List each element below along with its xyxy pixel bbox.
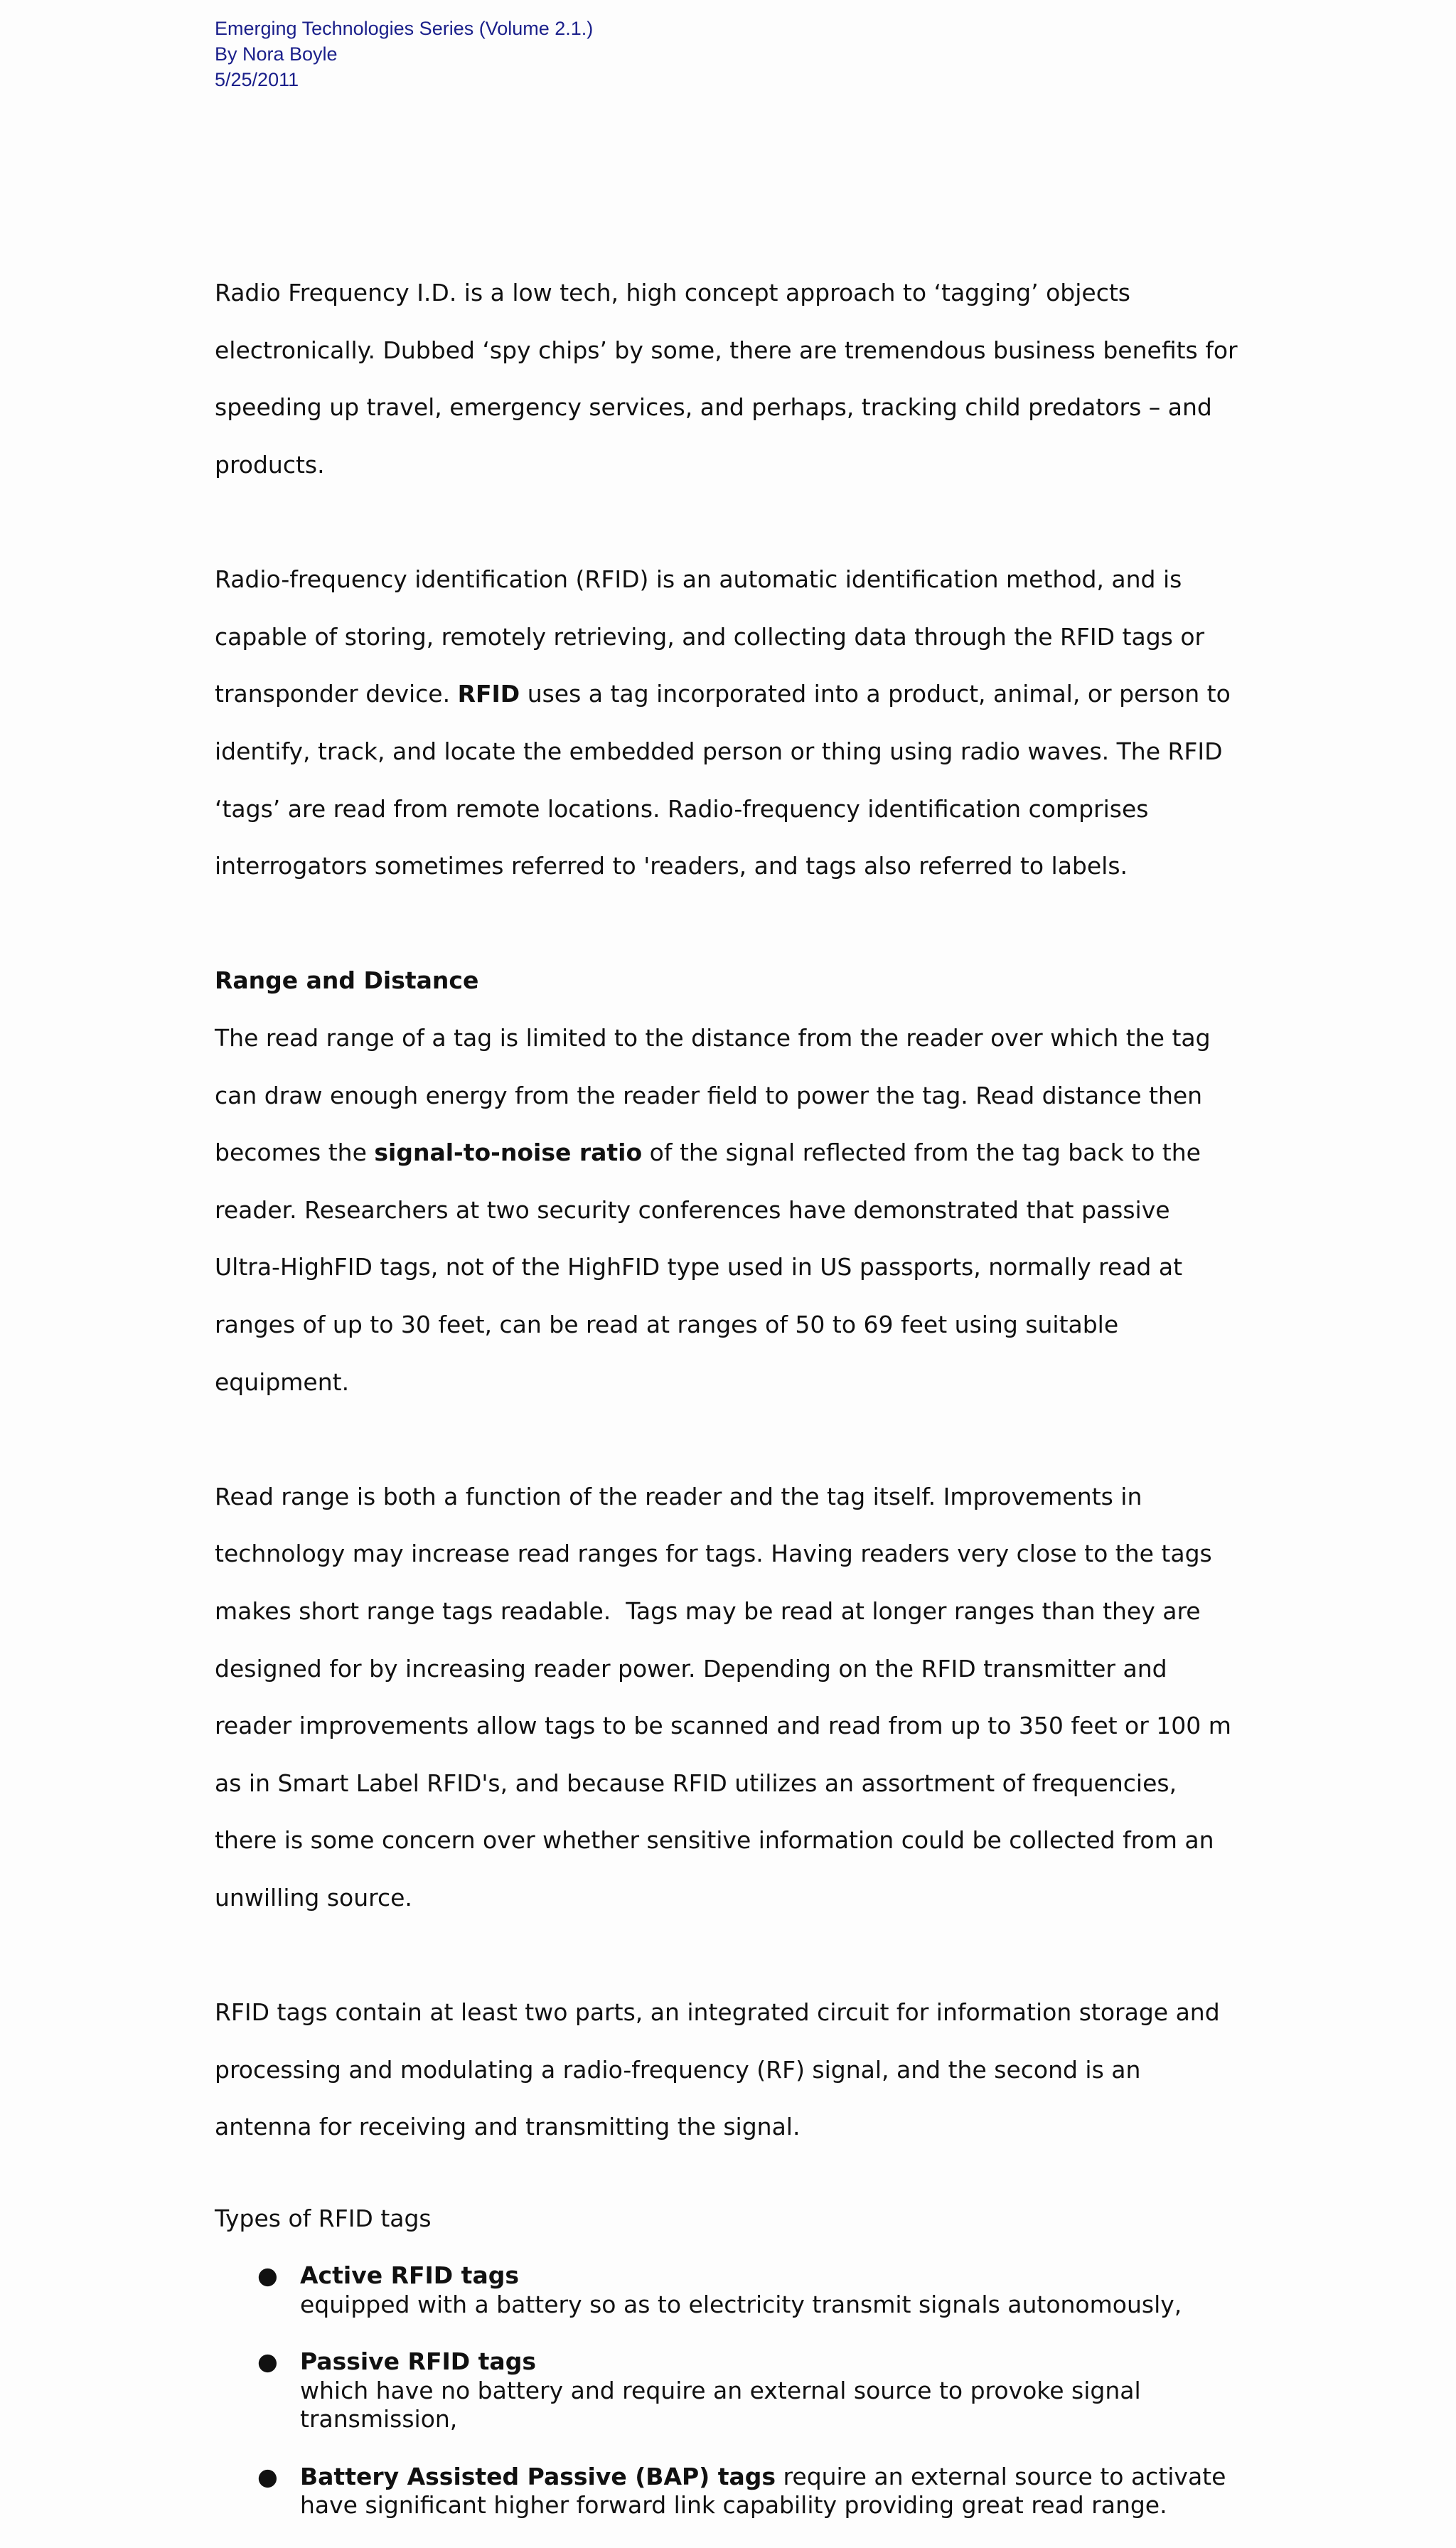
intro-paragraph: [215, 250, 1238, 508]
text-line: Ultra-HighFID tags, not of the HighFID type used in US passports, normally read at: [215, 1253, 1183, 1281]
text-line: reader improvements allow tags to be scanned and read from up to 350 feet or 100 m: [215, 1712, 1231, 1740]
text-line: as in Smart Label RFID's, and because RFID utilizes an assortment of frequencies,: [215, 1769, 1177, 1797]
bold-term: RFID: [457, 680, 520, 708]
series-title: Emerging Technologies Series (Volume 2.1.): [215, 18, 594, 39]
text-line: speeding up travel, emergency services, and perhaps, tracking child predators – and: [215, 393, 1212, 422]
types-label: Types of RFID tags: [215, 2204, 432, 2232]
text-line: electronically. Dubbed ‘spy chips’ by some, there are tremendous business benefits for: [215, 336, 1238, 364]
read-range-paragraph: [215, 1454, 1238, 1941]
text-line: equipment.: [215, 1368, 350, 1396]
text-line: can draw enough energy from the reader field to power the tag. Read distance then: [215, 1081, 1203, 1109]
text-line: unwilling source.: [215, 1883, 412, 1912]
text-line: Radio Frequency I.D. is a low tech, high concept approach to ‘tagging’ objects: [215, 279, 1130, 307]
list-item-description: which have no battery and require an external source to provoke signal: [300, 2376, 1141, 2404]
text-line: products.: [215, 451, 325, 479]
text-line: Read range is both a function of the reader and the tag itself. Improvements in: [215, 1482, 1142, 1510]
text-line: processing and modulating a radio-frequency (RF) signal, and the second is an: [215, 2055, 1141, 2084]
text-line: RFID tags contain at least two parts, an integrated circuit for information storage and: [215, 1998, 1220, 2027]
document-body: [215, 250, 1238, 2548]
text-line: The read range of a tag is limited to the distance from the reader over which the tag: [215, 1024, 1211, 1052]
text-line: capable of storing, remotely retrieving, and collecting data through the RFID tags or: [215, 622, 1205, 651]
list-item-bap: [215, 2463, 1238, 2520]
author-line: By Nora Boyle: [215, 43, 338, 65]
list-item-description: have significant higher forward link capability providing great read range.: [300, 2490, 1167, 2519]
list-item-title: Active RFID tags: [300, 2261, 519, 2290]
text-line: technology may increase read ranges for tags. Having readers very close to the tags: [215, 1540, 1212, 1568]
list-item-title: Passive RFID tags: [300, 2347, 536, 2376]
list-item-description: require an external source to activate: [776, 2462, 1226, 2490]
text-line: makes short range tags readable. Tags may be read at longer ranges than they are: [215, 1597, 1201, 1625]
list-item-title: Battery Assisted Passive (BAP) tags: [300, 2462, 776, 2490]
bold-term: signal-to-noise ratio: [374, 1139, 643, 1167]
text-run: transponder device.: [215, 680, 458, 708]
list-item-passive: [215, 2347, 1238, 2434]
text-line: antenna for receiving and transmitting the signal.: [215, 2113, 801, 2141]
text-line: [300, 2463, 1238, 2491]
bullet-icon: ●: [257, 2261, 278, 2290]
list-item-description: transmission,: [300, 2404, 458, 2433]
text-run: of the signal reflected from the tag back to the: [642, 1139, 1201, 1167]
text-line: Radio-frequency identification (RFID) is an automatic identification method, and is: [215, 565, 1182, 594]
tag-types-list: [215, 2261, 1238, 2520]
date-line: 5/25/2011: [215, 69, 299, 90]
text-run: becomes the: [215, 1139, 375, 1167]
text-line: reader. Researchers at two security conferences have demonstrated that passive: [215, 1195, 1170, 1224]
list-item-description: equipped with a battery so as to electricity transmit signals autonomously,: [300, 2290, 1182, 2318]
text-line: there is some concern over whether sensitive information could be collected from an: [215, 1826, 1214, 1855]
text-line: [215, 1139, 1238, 1167]
bullet-icon: ●: [257, 2462, 278, 2490]
list-item-active: [215, 2261, 1238, 2319]
text-line: identify, track, and locate the embedded person or thing using radio waves. The RFID: [215, 737, 1223, 766]
document-header: [215, 16, 593, 92]
text-line: ranges of up to 30 feet, can be read at ranges of 50 to 69 feet using suitable: [215, 1310, 1119, 1338]
bullet-icon: ●: [257, 2347, 278, 2376]
tag-parts-paragraph: [215, 1970, 1238, 2170]
section-heading: Range and Distance: [215, 966, 479, 995]
text-line: [215, 680, 1238, 708]
range-section: [215, 938, 1238, 1425]
text-line: interrogators sometimes referred to 'readers, and tags also referred to labels.: [215, 852, 1128, 880]
text-line: ‘tags’ are read from remote locations. Radio-frequency identification comprises: [215, 794, 1149, 823]
text-line: designed for by increasing reader power. Depending on the RFID transmitter and: [215, 1654, 1167, 1683]
rfid-definition-paragraph: [215, 537, 1238, 910]
text-run: uses a tag incorporated into a product, animal, or person to: [520, 680, 1231, 708]
